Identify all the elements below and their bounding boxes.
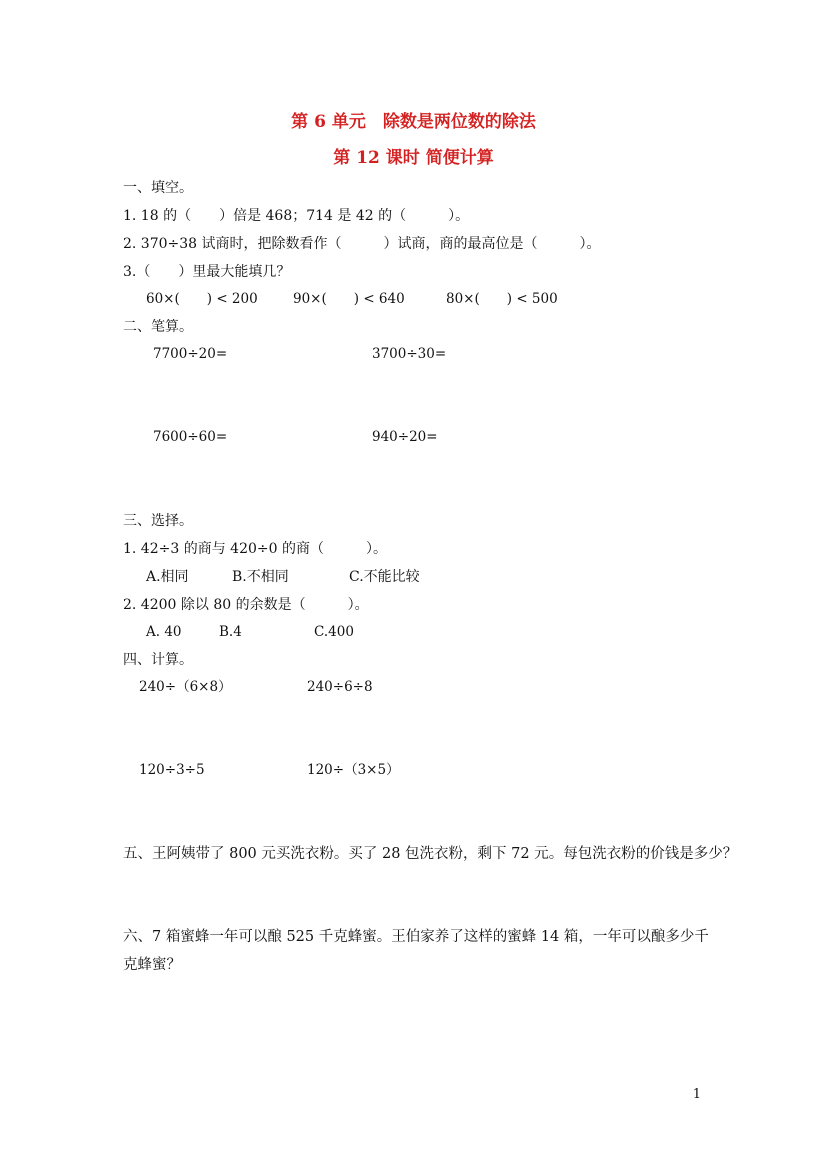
section-2-heading: 二、笔算。: [123, 319, 193, 335]
compute-item: 240÷6÷8: [307, 679, 373, 695]
written-calc-item: 3700÷30=: [372, 346, 447, 362]
section-3-heading: 三、选择。: [123, 513, 193, 529]
section-1-heading: 一、填空。: [123, 180, 193, 196]
inequality-item: 60×( ) < 200: [146, 291, 258, 307]
compute-item: 240÷（6×8）: [139, 679, 232, 695]
lesson-title: 第 12 课时 简便计算: [333, 148, 494, 168]
inequality-item: 90×( ) < 640: [293, 291, 405, 307]
choice-option: A. 40: [146, 624, 182, 640]
written-calc-item: 940÷20=: [372, 429, 438, 445]
choice-question-1: 1. 42÷3 的商与 420÷0 的商（ ）。: [123, 541, 387, 557]
unit-title: 第 6 单元 除数是两位数的除法: [291, 112, 536, 132]
word-problem-5: 五、王阿姨带了 800 元买洗衣粉。买了 28 包洗衣粉，剩下 72 元。每包洗衣粉的价钱是多少？: [123, 846, 738, 862]
fill-question-3: 3.（ ）里最大能填几？: [123, 264, 291, 280]
choice-option: A.相同: [146, 569, 189, 585]
written-calc-item: 7700÷20=: [153, 346, 228, 362]
word-problem-6-line-1: 六、7 箱蜜蜂一年可以酿 525 千克蜂蜜。王伯家养了这样的蜜蜂 14 箱，一年可以酿多少千: [123, 929, 709, 945]
choice-option: C.400: [314, 624, 354, 640]
choice-option: B.4: [219, 624, 242, 640]
page-number: 1: [692, 1087, 701, 1102]
written-calc-item: 7600÷60=: [153, 429, 228, 445]
compute-item: 120÷3÷5: [139, 762, 205, 778]
choice-option: B.不相同: [232, 569, 289, 585]
word-problem-6-line-2: 克蜂蜜？: [123, 957, 181, 973]
compute-item: 120÷（3×5）: [307, 762, 400, 778]
fill-question-1: 1. 18 的（ ）倍是 468；714 是 42 的（ ）。: [123, 208, 470, 224]
fill-question-2: 2. 370÷38 试商时，把除数看作（ ）试商，商的最高位是（ ）。: [123, 236, 601, 252]
choice-question-2: 2. 4200 除以 80 的余数是（ ）。: [123, 597, 369, 613]
choice-option: C.不能比较: [349, 569, 420, 585]
inequality-item: 80×( ) < 500: [446, 291, 558, 307]
section-4-heading: 四、计算。: [123, 652, 193, 668]
